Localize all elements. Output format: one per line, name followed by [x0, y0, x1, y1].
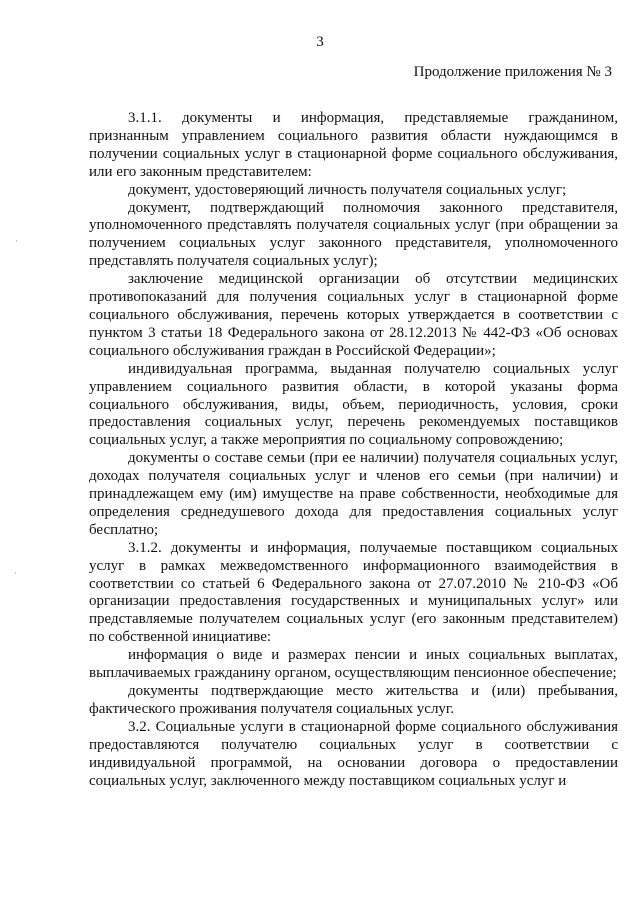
paragraph-residence-documents: документы подтверждающие место жительства и (или) пребывания, фактического проживания получателя социальных услуг.	[89, 683, 618, 717]
page-number: 3	[316, 34, 324, 50]
paragraph-representative-authority: документ, подтверждающий полномочия законного представителя, уполномоченного представлять получателя социальных услуг (при обращении за получением социальных услуг законного представителя, уполномоченного представлять получателя социальных услуг);	[89, 199, 618, 270]
appendix-continuation-note: Продолжение приложения № 3	[413, 64, 612, 80]
paragraph-individual-program: индивидуальная программа, выданная получателю социальных услуг управлением социального развития области, в которой указаны форма социального обслуживания, виды, объем, периодичность, условия, сроки предоставления социальных услуг, перечень рекомендуемых поставщиков социальных услуг, а также мероприятия по социальному сопровождению;	[89, 360, 618, 449]
scan-artifact-mark: ·	[14, 568, 17, 578]
paragraph-3-2: 3.2. Социальные услуги в стационарной форме социального обслуживания предоставляются получателю социальных услуг в соответствии с индивидуальной программой, на основании договора о предоставлении социальных услуг, заключенного между поставщиком социальных услуг и	[89, 718, 618, 789]
paragraph-3-1-1: 3.1.1. документы и информация, представляемые гражданином, признанным управлением социального развития области нуждающимся в получении социальных услуг в стационарной форме социального обслуживания, или его законным представителем:	[89, 110, 618, 180]
scan-artifact-mark: ·	[15, 236, 18, 246]
paragraph-medical-conclusion: заключение медицинской организации об отсутствии медицинских противопоказаний для получения социальных услуг в стационарной форме социального обслуживания, перечень которых утверждается в соответствии с пунктом 3 статьи 18 Федерального закона от 28.12.2013 № 442-ФЗ «Об основах социального обслуживания граждан в Российской Федерации»;	[89, 271, 618, 359]
paragraph-pension-information: информация о виде и размерах пенсии и иных социальных выплатах, выплачиваемых гражданину органом, осуществляющим пенсионное обеспечение;	[89, 647, 618, 682]
paragraph-identity-document: документ, удостоверяющий личность получателя социальных услуг;	[128, 181, 567, 198]
document-body	[89, 110, 618, 790]
paragraph-family-income: документы о составе семьи (при ее наличии) получателя социальных услуг, доходах получателя социальных услуг и членов его семьи (при наличии) и принадлежащем ему (им) имуществе на праве собственности, необходимые для определения среднедушевого дохода для предоставления социальных услуг бесплатно;	[89, 450, 618, 538]
paragraph-3-1-2: 3.1.2. документы и информация, получаемые поставщиком социальных услуг в рамках межведомственного информационного взаимодействия в соответствии со статьей 6 Федерального закона от 27.07.2010 № 210-ФЗ «Об организации предоставления государственных и муниципальных услуг» или представляемые получателем социальных услуг (его законным представителем) по собственной инициативе:	[89, 539, 618, 646]
